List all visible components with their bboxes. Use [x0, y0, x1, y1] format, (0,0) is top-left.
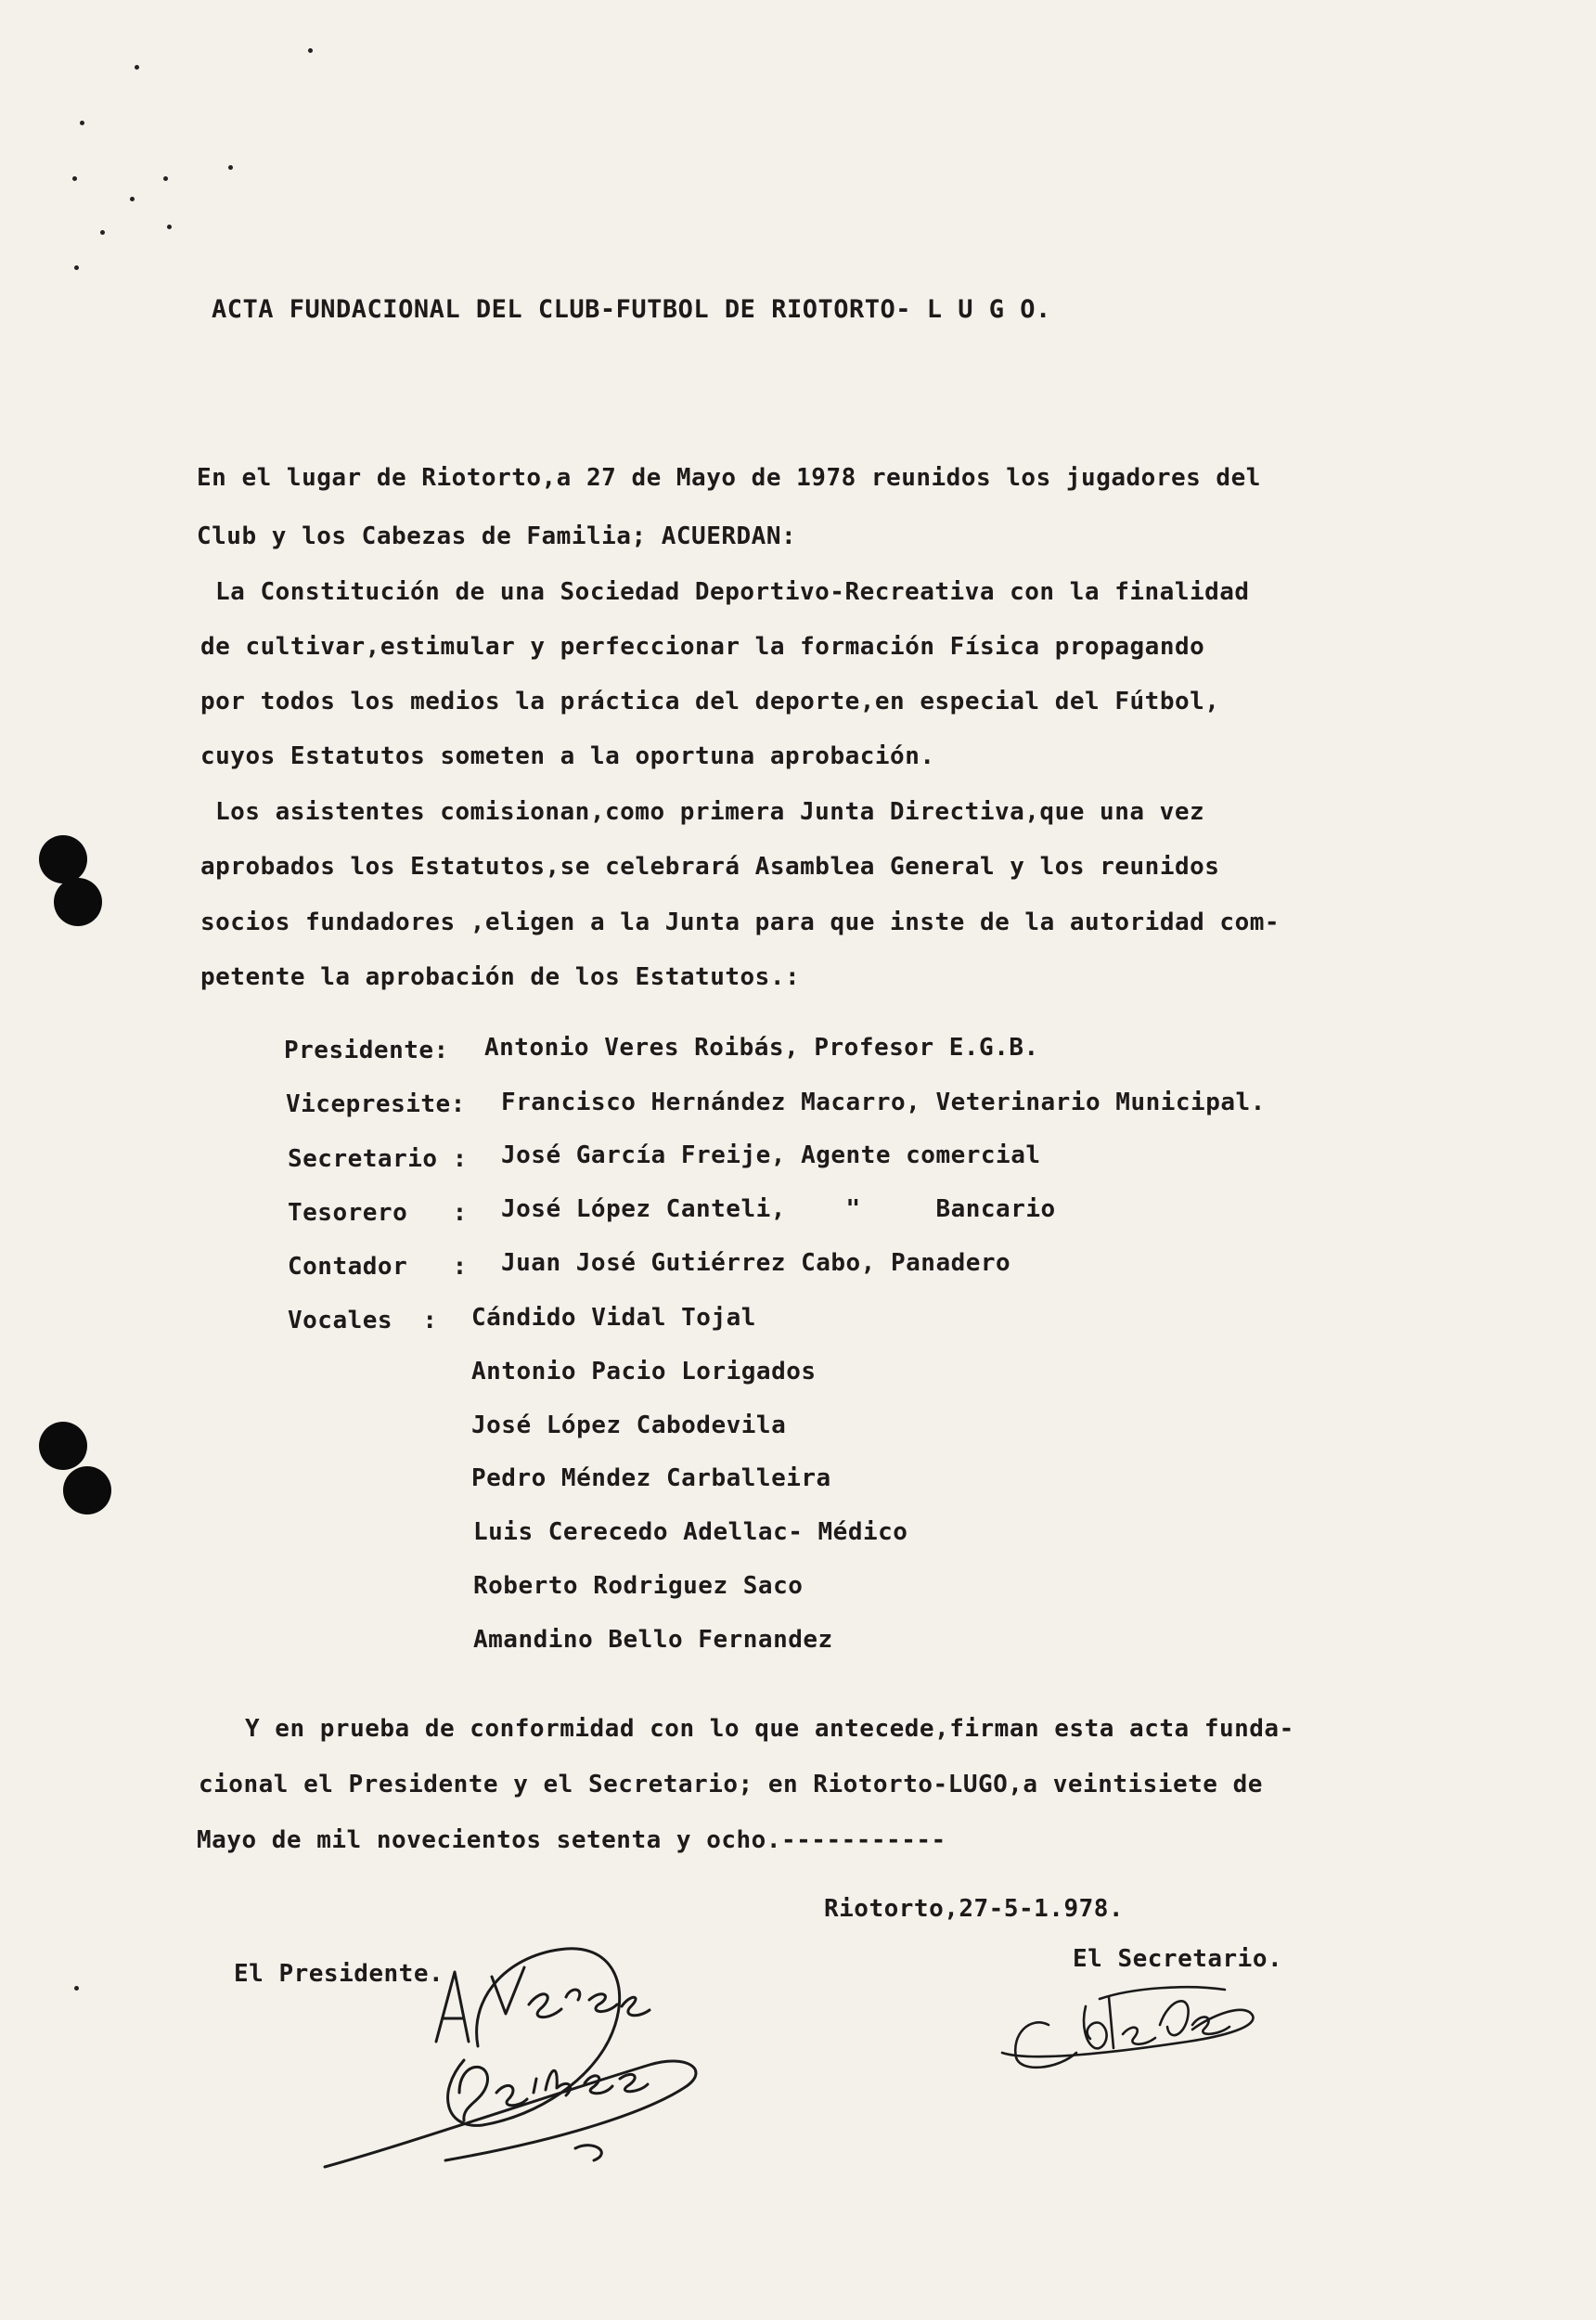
punch-hole: [54, 878, 102, 926]
board-member-value: José López Canteli, " Bancario: [501, 1195, 1056, 1223]
vocal-member: Luis Cerecedo Adellac- Médico: [473, 1518, 908, 1546]
board-member-value: Francisco Hernández Macarro, Veterinario Municipal.: [501, 1089, 1266, 1116]
closing-line: Y en prueba de conformidad con lo que antecede,firman esta acta funda-: [245, 1715, 1294, 1743]
board-member-value: José García Freije, Agente comercial: [501, 1141, 1041, 1169]
board-role-label: Vicepresite:: [286, 1090, 466, 1118]
closing-line: cional el Presidente y el Secretario; en Riotorto-LUGO,a veintisiete de: [199, 1771, 1263, 1798]
secretary-signature: [993, 1960, 1290, 2081]
paper-speck: [80, 121, 84, 125]
vocal-member: Cándido Vidal Tojal: [471, 1304, 756, 1332]
paragraph-line: En el lugar de Riotorto,a 27 de Mayo de 1978 reunidos los jugadores del: [197, 464, 1261, 492]
paragraph-line: socios fundadores ,eligen a la Junta para que inste de la autoridad com-: [200, 909, 1281, 936]
vocal-member: Amandino Bello Fernandez: [473, 1626, 833, 1654]
punch-hole: [39, 835, 87, 883]
vocal-member: Pedro Méndez Carballeira: [471, 1464, 831, 1492]
paper-speck: [72, 176, 77, 181]
punch-hole: [39, 1422, 87, 1470]
paper-speck: [74, 265, 79, 270]
paragraph-line: petente la aprobación de los Estatutos.:: [200, 963, 801, 991]
punch-hole: [63, 1466, 111, 1514]
board-member-value: Antonio Veres Roibás, Profesor E.G.B.: [484, 1034, 1039, 1062]
paper-speck: [130, 197, 135, 201]
paper-speck: [163, 176, 168, 181]
board-role-label: Secretario :: [288, 1145, 468, 1173]
paper-speck: [308, 48, 313, 53]
vocales-label: Vocales :: [288, 1307, 438, 1334]
paper-speck: [167, 225, 172, 229]
paper-speck: [100, 230, 105, 235]
paragraph-line: de cultivar,estimular y perfeccionar la formación Física propagando: [200, 633, 1205, 661]
vocal-member: José López Cabodevila: [471, 1411, 787, 1439]
president-signature: [297, 1930, 724, 2172]
board-role-label: Presidente:: [284, 1037, 449, 1064]
paragraph-line: aprobados los Estatutos,se celebrará Asamblea General y los reunidos: [200, 853, 1220, 881]
secretary-caption: El Secretario.: [1073, 1945, 1283, 1973]
paragraph-line: Club y los Cabezas de Familia; ACUERDAN:: [197, 522, 797, 550]
vocal-member: Roberto Rodriguez Saco: [473, 1572, 804, 1600]
board-member-value: Juan José Gutiérrez Cabo, Panadero: [501, 1249, 1011, 1277]
paragraph-line: por todos los medios la práctica del deporte,en especial del Fútbol,: [200, 688, 1220, 715]
document-title: ACTA FUNDACIONAL DEL CLUB-FUTBOL DE RIOTORTO- L U G O.: [212, 295, 1051, 324]
paragraph-line: Los asistentes comisionan,como primera Junta Directiva,que una vez: [215, 798, 1205, 826]
president-caption: El Presidente.: [234, 1960, 444, 1988]
paper-speck: [135, 65, 139, 70]
vocal-member: Antonio Pacio Lorigados: [471, 1358, 817, 1386]
paragraph-line: La Constitución de una Sociedad Deportivo-Recreativa con la finalidad: [215, 578, 1250, 606]
paper-speck: [228, 165, 233, 170]
paper-speck: [74, 1986, 79, 1991]
closing-line: Mayo de mil novecientos setenta y ocho.-----------: [197, 1826, 946, 1854]
board-role-label: Contador :: [288, 1253, 468, 1281]
date-line: Riotorto,27-5-1.978.: [824, 1895, 1125, 1923]
board-role-label: Tesorero :: [288, 1199, 468, 1227]
paragraph-line: cuyos Estatutos someten a la oportuna aprobación.: [200, 742, 935, 770]
